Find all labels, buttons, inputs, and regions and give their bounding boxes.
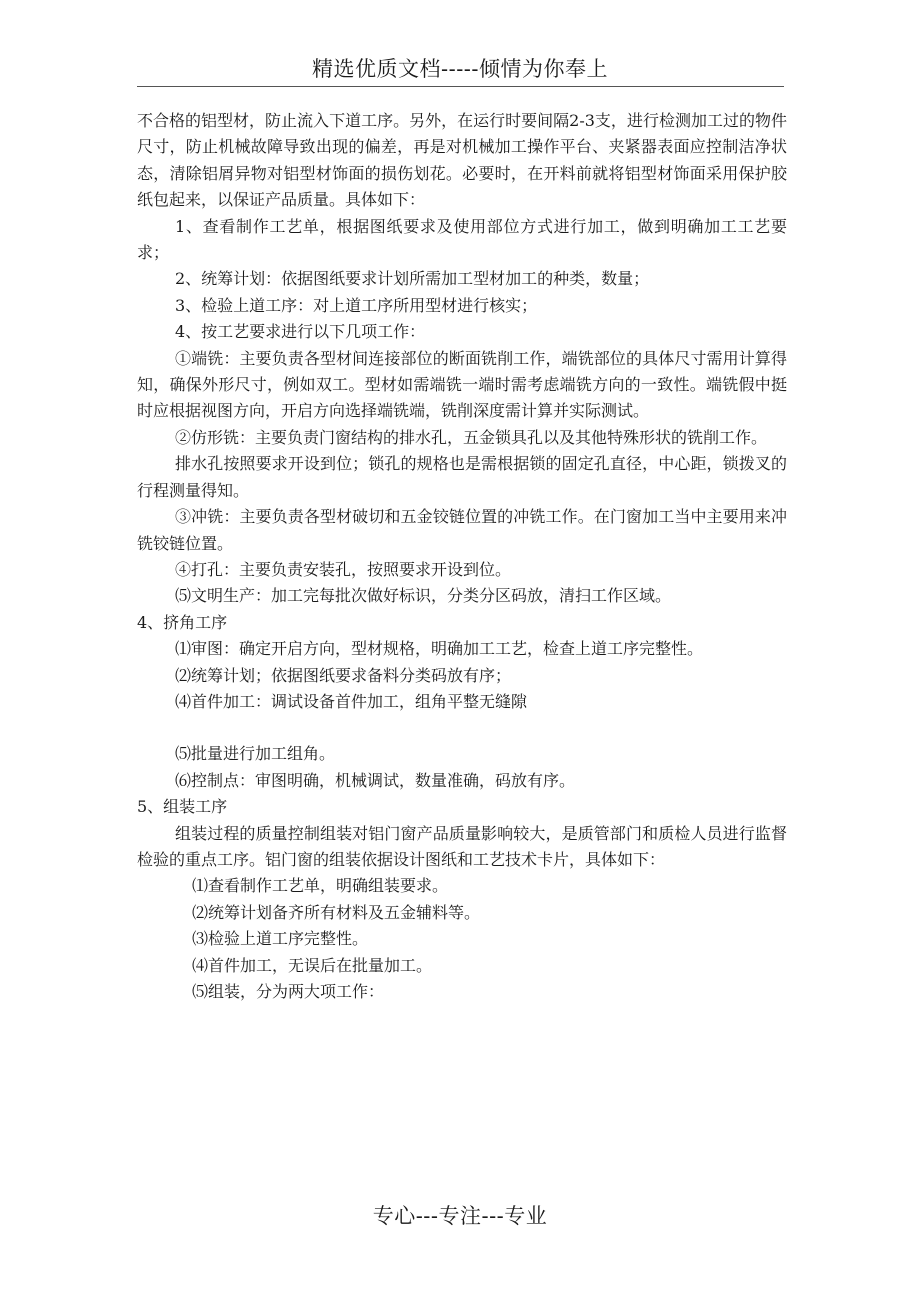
list-item: ⑶检验上道工序完整性。 xyxy=(192,929,369,949)
header-divider xyxy=(137,86,784,87)
list-item: 2、统筹计划：依据图纸要求计划所需加工型材加工的种类，数量； xyxy=(175,269,650,289)
paragraph: 组装过程的质量控制组装对铝门窗产品质量影响较大，是质管部门和质检人员进行监督检验的重点工序。铝门窗的组装依据设计图纸和工艺技术卡片，具体如下： xyxy=(137,823,787,869)
list-item: ⑴查看制作工艺单，明确组装要求。 xyxy=(192,876,449,896)
list-item: ⑹控制点：审图明确，机械调试，数量准确，码放有序。 xyxy=(175,770,576,790)
paragraph: ③冲铣：主要负责各型材破切和五金铰链位置的冲铣工作。在门窗加工当中主要用来冲铣铰链位置。 xyxy=(137,507,787,553)
list-item: 3、检验上道工序：对上道工序所用型材进行核实； xyxy=(175,295,538,315)
list-item: ⑷首件加工：调试设备首件加工，组角平整无缝隙 xyxy=(175,691,528,711)
list-item: ⑴审图：确定开启方向，型材规格，明确加工工艺，检查上道工序完整性。 xyxy=(175,639,704,659)
page-footer: 专心---专注---专业 xyxy=(372,1204,548,1228)
list-item: ④打孔：主要负责安装孔，按照要求开设到位。 xyxy=(175,559,512,579)
list-item: ⑷首件加工，无误后在批量加工。 xyxy=(192,955,433,975)
page-header: 精选优质文档-----倾情为你奉上 xyxy=(312,57,608,81)
list-item: ⑵统筹计划备齐所有材料及五金辅料等。 xyxy=(192,902,481,922)
spacer xyxy=(137,715,787,741)
paragraph: 排水孔按照要求开设到位；锁孔的规格也是需根据锁的固定孔直径，中心距，锁拨叉的行程测量得知。 xyxy=(137,454,787,500)
list-item: 1、查看制作工艺单，根据图纸要求及使用部位方式进行加工，做到明确加工工艺要求； xyxy=(137,216,787,263)
paragraph: ②仿形铣：主要负责门窗结构的排水孔，五金锁具孔以及其他特殊形状的铣削工作。 xyxy=(175,427,768,447)
list-item: ⑸批量进行加工组角。 xyxy=(175,744,336,764)
document-body xyxy=(137,108,787,1005)
paragraph: ①端铣：主要负责各型材间连接部位的断面铣削工作，端铣部位的具体尺寸需用计算得知，确保外形尺寸，例如双工。型材如需端铣一端时需考虑端铣方向的一致性。端铣假中挺时应根据视图方向，开启方向选择端铣端，铣削深度需计算并实际测试。 xyxy=(137,348,787,421)
section-heading: 4、挤角工序 xyxy=(137,612,228,632)
list-item: ⑸组装，分为两大项工作： xyxy=(192,982,385,1001)
list-item: ⑵统筹计划；依据图纸要求备料分类码放有序； xyxy=(175,665,512,685)
list-item: ⑸文明生产：加工完每批次做好标识，分类分区码放，清扫工作区域。 xyxy=(175,586,672,606)
paragraph: 不合格的铝型材，防止流入下道工序。另外，在运行时要间隔2-3支，进行检测加工过的物件尺寸，防止机械故障导致出现的偏差，再是对机械加工操作平台、夹紧器表面应控制洁净状态，清除铝屑异物对铝型材饰面的损伤划花。必要时，在开料前就将铝型材饰面采用保护胶纸包起来，以保证产品质量。具体如下： xyxy=(137,111,787,210)
section-heading: 5、组装工序 xyxy=(137,797,228,817)
list-item: 4、按工艺要求进行以下几项工作： xyxy=(175,322,426,342)
